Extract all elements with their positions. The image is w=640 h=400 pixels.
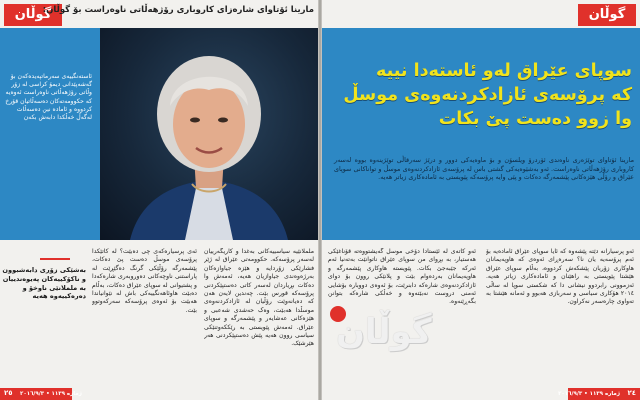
sidebar-quote: ئاستەنگییەی سەرماتپەیدەکەن بۆ گەشەپێدانی دیمۆ کراسی لە زۆر وڵاتی رۆژهەڵاتی ناوەراست ئەوەیە کە حکوومەتەکان دەسەڵاتیان قۆرخ کردووە و ئامادە نین دەسەڵات لەگەڵ خەڵکدا دابەش بکەن xyxy=(0,70,96,148)
portrait-photo xyxy=(100,28,318,240)
left-column-text-a: ئەی پرسیارەکەی چی دەبێت؟ لە کاتێکدا پرۆسەی موسڵ دەست پێ دەکات، پێشمەرگە رۆڵێکی گرنگ دەگێڕێت لە پاراستنی ناوچەکانی دەوروبەری شارەکەدا و پشتیوانی لە سوپای عێراق دەکات، بەڵام دەبێت هاوئاهەنگییەکی باش لە نێوانیاندا هەبێت بۆ ئەوەی پرۆسەکە سەرکەوتوو بێت. xyxy=(92,248,197,314)
left-column-text-b: ململانێیە سیاسییەکانی بەغدا و کاریگەرییان لەسەر پرۆسەکە. حکوومەتی عێراق لە ژێر فشارێکی زۆردایە و هێزە جیاوازەکان بەرژەوەندی جیاوازیان هەیە، ئەمەش وا دەکات بڕیاردان لەسەر کاتی دەستپێکردنی پرۆسەکە قورس بێت. چەندین لایەن هەن کە دەیانەوێت رۆڵیان لە ئازادکردنەوەی موسڵدا هەبێت، وەک حەشدی شەعبی و هێزەکانی عەشایەر و پێشمەرگە و سوپای عێراق. ئەمەش پێویستی بە رێککەوتنێکی سیاسی روون هەیە پێش دەستپێکردنی هەر هێرشێک. xyxy=(204,248,314,348)
issue-info-right: ژمارە ١١٣٩ • ٢٠١٦/٩/٣ xyxy=(558,391,620,397)
headline-line-3: وا زوو دەست پێ بکات xyxy=(438,109,632,129)
pull-quote-dash xyxy=(40,258,70,260)
brand-logo-left: گوڵان xyxy=(4,4,62,26)
page-number-left: ٢٥ xyxy=(4,389,13,397)
page-number-right: ٢٤ xyxy=(627,389,636,397)
watermark-logo: گوڵان xyxy=(336,312,432,352)
headline-line-2: کە پرۆسەی ئازادکردنەوەی موسڵ xyxy=(343,85,632,105)
pull-quote: بەشێکی زۆری دابەشبوون و ناکۆکییەکان پەیوەندییان بە ململانێی ناوخۆ و دەرەکییەوە هەیە xyxy=(2,266,86,301)
right-column-text-a: ئەو کاتەی لە ئێستادا دۆخی موسڵ گەیشتووەتە قۆناغێکی هەستیار، بە بڕوای من سوپای عێراق ناتوانێت بەتەنیا ئەم ئەرکە جێبەجێ بکات. پێویستە هاوکاری پێشمەرگە و هاوپەیمانان بەردەوام بێت و پلانێکی روون بۆ دوای ئازادکردنەوەی شارەکە دابنرێت، بۆ ئەوەی دووبارە بۆشایی ئەمنی دروست نەبێتەوە و خەڵکی شارەکە بتوانن بگەڕێنەوە. xyxy=(328,248,476,306)
lead-paragraph: مارینا ئۆتاوای توێژەری ناوەندی ئۆردرۆ ویلسۆن و بۆ ماوەیەکی دوور و درێژ سەرقاڵی توێژینەوە بووە لەسەر کاروباری رۆژهەڵاتی ناوەراست. ئەو بەشێوەیەکی گشتی باس لە پرۆسەی ئازادکردنەوەی موسڵ و تواناکانی سوپای عێراق و رۆڵی هێزەکانی پێشمەرگە دەکات و پێی وایە پرۆسەکە پێویستی بە ئامادەکاری زیاتر هەیە. xyxy=(334,156,634,182)
right-column-text-b: ئەو پرسیارانە دێتە پێشەوە کە ئایا سوپای عێراق ئامادەیە بۆ ئەم پرۆسەیە یان نا؟ سەرەڕای ئەوەی کە هاوپەیمانان هاوکاری زۆریان پێشکەش کردووە، بەڵام سوپای عێراق هێشتا پێویستی بە راهێنان و ئامادەکاری زیاتر هەیە. ئەزموونی رابردوو نیشانی دا کە شکستی سوپا لە ساڵی ٢٠١٤ هۆکاری سیاسی و سەربازی هەبوو و ئەمانە هێشتا بە تەواوی چارەسەر نەکراون. xyxy=(486,248,634,306)
brand-logo-right: گوڵان xyxy=(578,4,636,26)
headline-line-1: سوپای عێراق لەو ئاستەدا نییە xyxy=(376,61,632,81)
issue-info-left: ژمارە ١١٣٩ • ٢٠١٦/٩/٣ xyxy=(20,391,82,397)
article-subtitle: مارینا ئۆتاوای شارەزای کاروباری رۆژهەڵاتی ناوەراست بۆ گوڵان: xyxy=(42,5,314,15)
right-page xyxy=(322,0,640,400)
left-page xyxy=(0,0,318,400)
portrait-illustration xyxy=(100,28,318,240)
